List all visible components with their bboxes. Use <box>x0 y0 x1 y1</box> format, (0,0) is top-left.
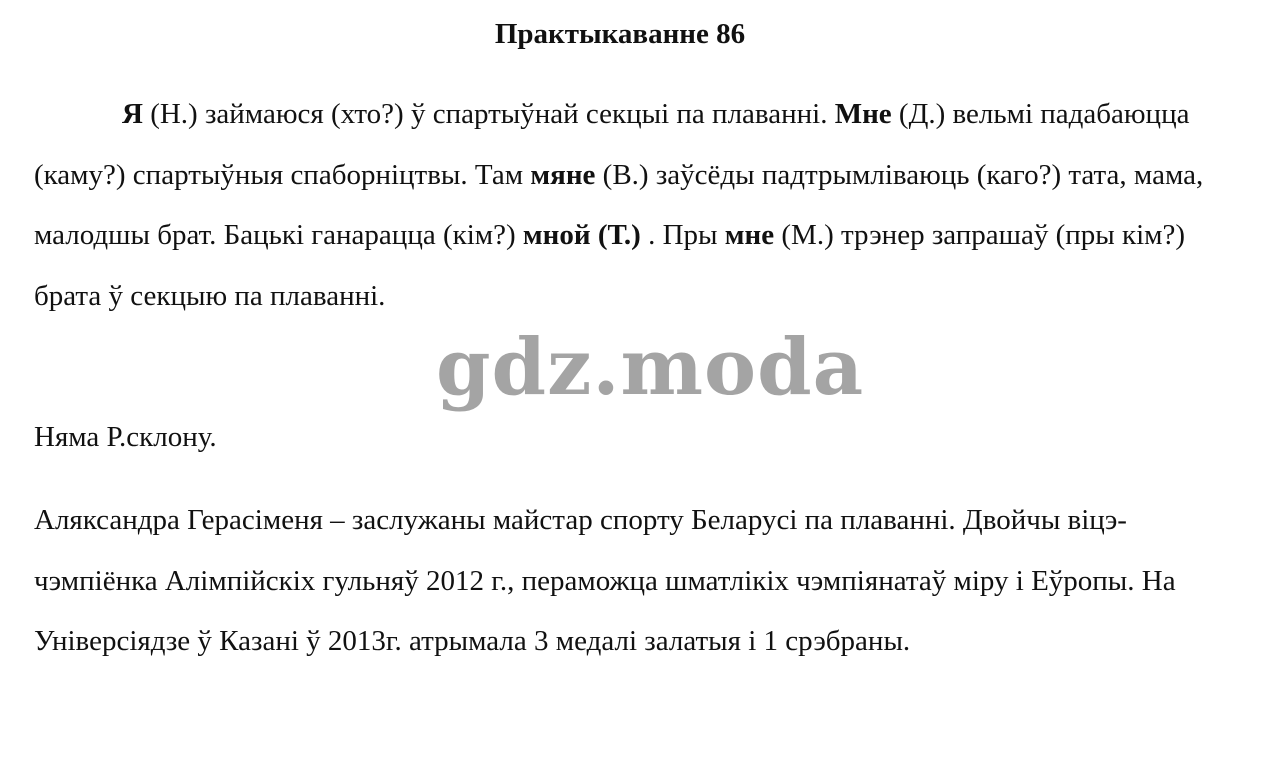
bold-word: мне <box>724 219 775 251</box>
bold-word: Мне <box>834 98 892 130</box>
paragraph-biography: Аляксандра Герасіменя – заслужаны майстар спорту Беларусі па плаванні. Двойчы віцэ-чэмпіёнка Алімпійскіх гульняў 2012 г., пераможца шматлікіх чэмпіянатаў міру і Еўропы. На Універсіядзе ў Казані ў 2013г. атрымала 3 медалі залатыя і 1 срэбраны. <box>34 504 1176 657</box>
bold-word: мной (Т.) <box>522 219 641 251</box>
page-title: Практыкаванне 86 <box>494 18 746 50</box>
paragraph-cases <box>34 84 1224 326</box>
text-run: (Д.) вельмі падабаюцца (каму?) спартыўныя спаборніцтвы. Там <box>34 98 1190 191</box>
watermark-logo: gdz.moda <box>436 322 865 413</box>
text-run: . Пры <box>640 219 725 251</box>
text-run: (Н.) займаюся (хто?) ў спартыўнай секцыі па плаванні. <box>142 98 835 130</box>
bold-word: Я <box>122 98 143 130</box>
bold-word: мяне <box>530 158 596 191</box>
text-run: (М.) трэнер запрашаў (пры кім?) брата ў секцыю па плаванні. <box>34 219 1186 312</box>
text-run: (В.) заўсёды падтрымліваюць (каго?) тата, мама, малодшы брат. Бацькі ганарацца (кім?) <box>34 158 1204 251</box>
paragraph-no-genitive: Няма Р.склону. <box>34 421 217 453</box>
